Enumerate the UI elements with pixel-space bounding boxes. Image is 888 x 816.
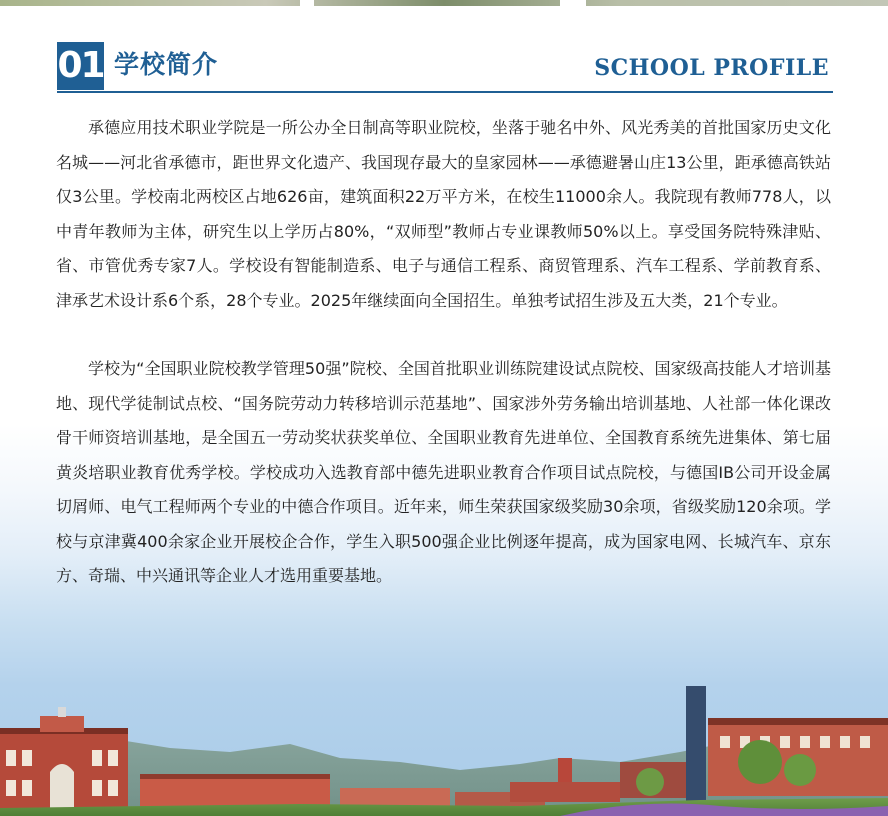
top-photo-strip [0, 0, 888, 6]
section-title-english: SCHOOL PROFILE [594, 55, 829, 81]
profile-body [56, 111, 831, 594]
campus-sign-pillar [686, 686, 706, 808]
profile-paragraph-2: 学校为“全国职业院校教学管理50强”院校、全国首批职业训练院建设试点院校、国家级高技能人才培训基地、现代学徒制试点校、“国务院劳动力转移培训示范基地”、国家涉外劳务输出培训基地、人社部一体化课改骨干师资培训基地，是全国五一劳动奖状获奖单位、全国职业教育先进单位、全国教育系统先进集体、第七届黄炎培职业教育优秀学校。学校成功入选教育部中德先进职业教育合作项目试点院校，与德国IB公司开设金属切屑师、电气工程师两个专业的中德合作项目。近年来，师生荣获国家级奖励30余项，省级奖励120余项。学校与京津冀400余家企业开展校企合作，学生入职500强企业比例逐年提高，成为国家电网、长城汽车、京东方、奇瑞、中兴通讯等企业人才选用重要基地。 [56, 359, 831, 585]
campus-photo [0, 612, 888, 816]
section-header [57, 42, 833, 94]
tree [636, 768, 664, 796]
tree [784, 754, 816, 786]
profile-paragraph-1: 承德应用技术职业学院是一所公办全日制高等职业院校，坐落于驰名中外、风光秀美的首批国家历史文化名城——河北省承德市，距世界文化遗产、我国现存最大的皇家园林——承德避暑山庄13公里，距承德高铁站仅3公里。学校南北两校区占地626亩，建筑面积22万平方米，在校生11000余人。我院现有教师778人，以中青年教师为主体，研究生以上学历占80%，“双师型”教师占专业课教师50%以上。享受国务院特殊津贴、省、市管优秀专家7人。学校设有智能制造系、电子与通信工程系、商贸管理系、汽车工程系、学前教育系、津承艺术设计系6个系，28个专业。2025年继续面向全国招生。单独考试招生涉及五大类，21个专业。 [56, 118, 831, 310]
left-campus-building [0, 707, 128, 816]
tree [738, 740, 782, 784]
header-divider [57, 91, 833, 93]
section-title: 学校简介 [114, 50, 219, 79]
section-number-badge: 01 [57, 42, 104, 90]
